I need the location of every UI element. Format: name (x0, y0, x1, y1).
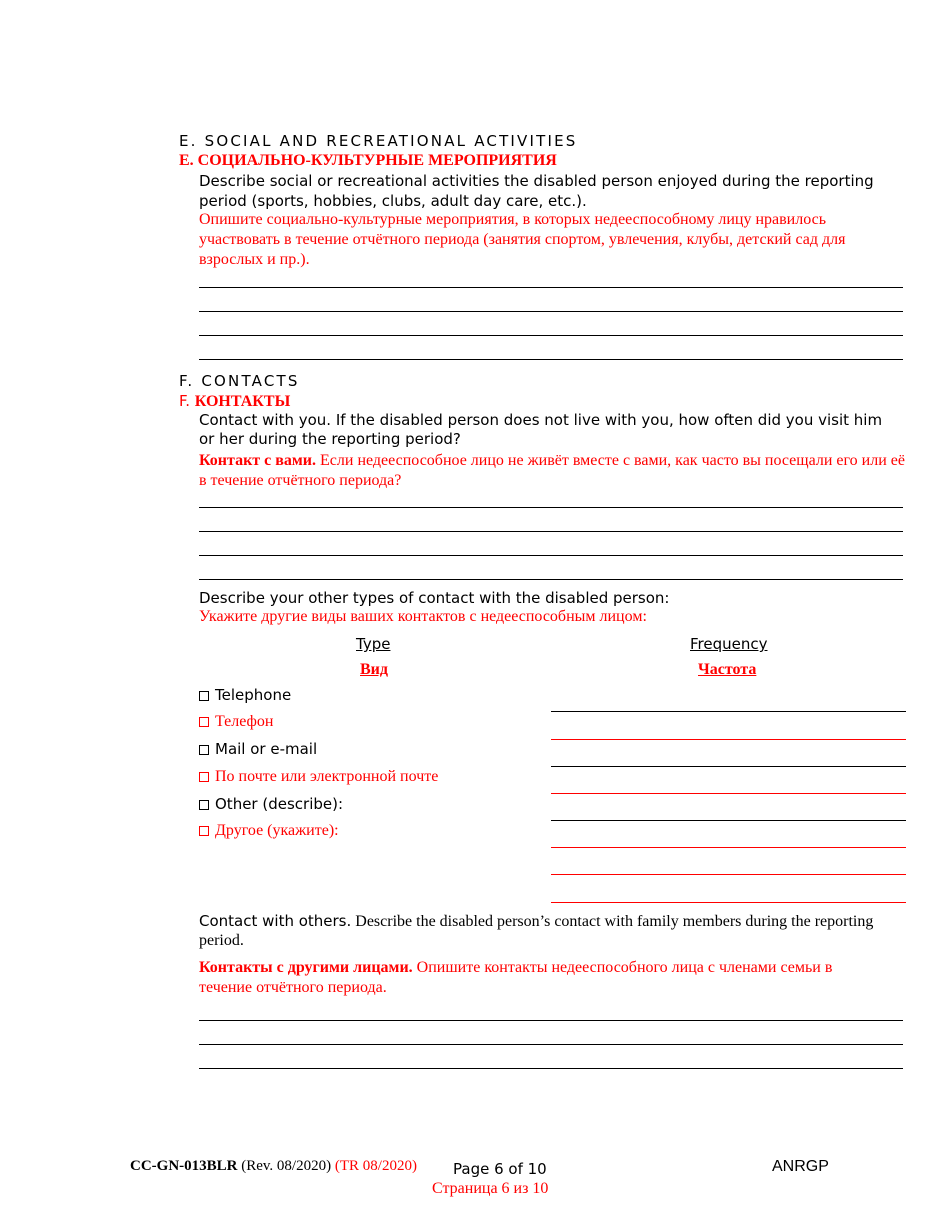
option-other-ru[interactable] (199, 822, 339, 840)
option-label-ru: По почте или электронной почте (215, 768, 439, 785)
option-mail[interactable] (199, 740, 317, 758)
answer-line[interactable] (199, 507, 903, 508)
contact-with-others-text: Describe the disabled person’s contact with family members during the reporting period. (199, 913, 874, 949)
type-column-header: Type (356, 635, 391, 653)
page-number: Page 6 of 10 (453, 1160, 547, 1178)
contact-with-others-question (199, 912, 909, 950)
section-e-title: E. SOCIAL AND RECREATIONAL ACTIVITIES (179, 132, 578, 150)
contact-with-you-question: Contact with you. If the disabled person does not live with you, how often did you visit him or her during the reporting period? (199, 411, 883, 448)
frequency-line-ru[interactable] (551, 902, 906, 903)
answer-line[interactable] (199, 1068, 903, 1069)
section-e-description: Describe social or recreational activities the disabled person enjoyed during the reporting period (sports, hobbies, clubs, adult day care, etc.). (199, 172, 874, 210)
option-label: Other (describe): (215, 795, 344, 813)
page-number-ru: Страница 6 из 10 (432, 1180, 549, 1197)
checkbox[interactable] (199, 745, 209, 755)
footer-form-id (130, 1158, 417, 1175)
answer-line[interactable] (199, 287, 903, 288)
option-telephone-ru[interactable] (199, 713, 273, 731)
frequency-line[interactable] (551, 711, 906, 712)
section-e-description-ru: Опишите социально-культурные мероприятия, в которых недееспособному лицу нравилось участвовать в течение отчётного периода (занятия спортом, увлечения, клубы, детский сад для взрослых и пр.). (199, 211, 846, 268)
checkbox[interactable] (199, 691, 209, 701)
contact-with-you-question-ru (199, 451, 907, 491)
answer-line[interactable] (199, 311, 903, 312)
translation-revision: (TR 08/2020) (334, 1158, 417, 1174)
answer-line[interactable] (199, 531, 903, 532)
frequency-line[interactable] (551, 820, 906, 821)
option-telephone[interactable] (199, 686, 291, 704)
section-e-title-ru: E. СОЦИАЛЬНО-КУЛЬТУРНЫЕ МЕРОПРИЯТИЯ (179, 152, 557, 169)
frequency-line-ru[interactable] (551, 874, 906, 875)
frequency-line-ru[interactable] (551, 847, 906, 848)
frequency-column-header-ru: Частота (698, 661, 757, 678)
contact-with-others-label: Contact with others. (199, 912, 352, 930)
section-f-title-ru (179, 392, 290, 411)
contact-with-others-question-ru (199, 958, 869, 998)
frequency-line-ru[interactable] (551, 739, 906, 740)
option-label: Mail or e-mail (215, 740, 318, 758)
checkbox[interactable] (199, 717, 209, 727)
option-label: Telephone (215, 686, 292, 704)
type-column-header-ru: Вид (360, 661, 388, 678)
form-number: CC-GN-013BLR (130, 1158, 238, 1174)
option-label-ru: Телефон (215, 713, 274, 730)
answer-line[interactable] (199, 359, 903, 360)
checkbox[interactable] (199, 772, 209, 782)
checkbox[interactable] (199, 826, 209, 836)
other-contact-types-prompt-ru: Укажите другие виды ваших контактов с недееспособным лицом: (199, 608, 647, 625)
option-other[interactable] (199, 795, 343, 813)
option-mail-ru[interactable] (199, 768, 438, 786)
contact-with-others-text-ru: Опишите контакты недееспособного лица с членами семьи в течение отчётного периода. (199, 959, 833, 996)
frequency-line[interactable] (551, 766, 906, 767)
other-contact-types-prompt: Describe your other types of contact with the disabled person: (199, 589, 670, 607)
section-f-letter-ru: F. (179, 392, 195, 410)
answer-line[interactable] (199, 579, 903, 580)
frequency-column-header: Frequency (690, 635, 768, 653)
answer-line[interactable] (199, 1044, 903, 1045)
frequency-line-ru[interactable] (551, 793, 906, 794)
answer-line[interactable] (199, 335, 903, 336)
form-revision: (Rev. 08/2020) (241, 1158, 332, 1174)
checkbox[interactable] (199, 800, 209, 810)
footer-code: ANRGP (772, 1158, 829, 1175)
contact-with-you-label-ru: Контакт с вами. (199, 452, 317, 469)
answer-line[interactable] (199, 1020, 903, 1021)
contact-with-you-text-ru: Если недееспособное лицо не живёт вместе с вами, как часто вы посещали его или её в течение отчётного периода? (199, 452, 905, 489)
answer-line[interactable] (199, 555, 903, 556)
option-label-ru: Другое (укажите): (215, 822, 339, 839)
section-f-title: F. CONTACTS (179, 372, 300, 390)
contact-with-others-label-ru: Контакты с другими лицами. (199, 959, 413, 976)
section-f-title-ru-text: КОНТАКТЫ (194, 393, 291, 410)
